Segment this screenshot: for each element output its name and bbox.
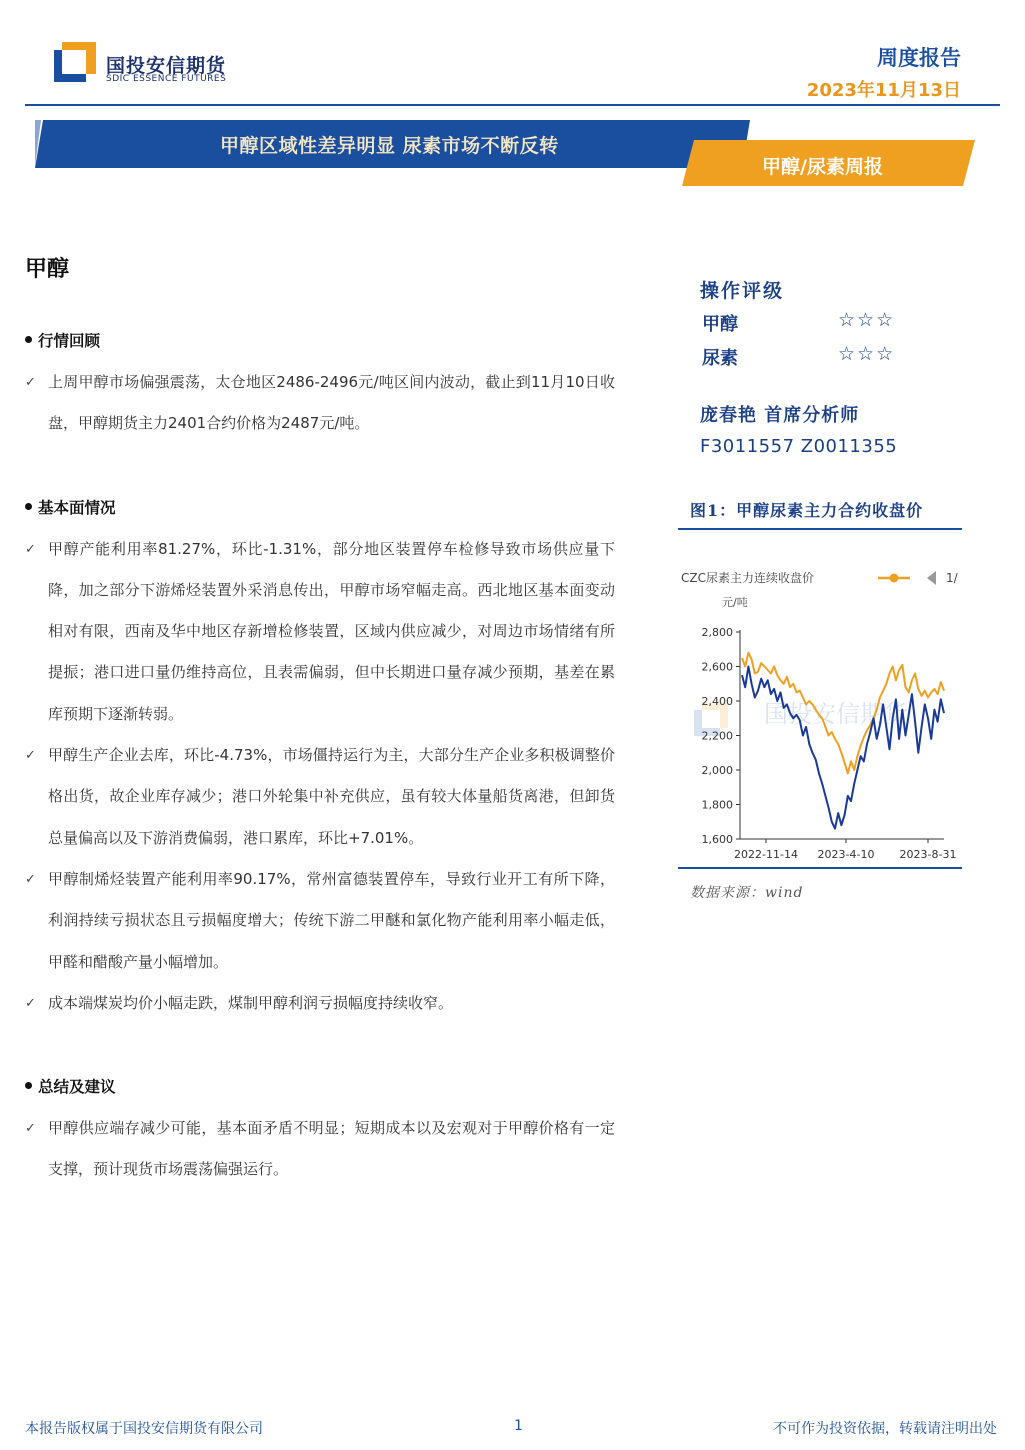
section-title: 甲醇 <box>25 257 70 282</box>
report-type: 周度报告 <box>877 46 961 70</box>
check-icon: ✓ <box>25 995 36 1011</box>
check-icon: ✓ <box>25 1121 36 1137</box>
paragraph: ✓ 成本端煤炭均价小幅走跌，煤制甲醇利润亏损幅度持续收窄。 <box>25 983 615 1024</box>
bullet-icon <box>25 336 32 343</box>
y-tick-label: 2,200 <box>701 729 733 743</box>
report-subtitle: 甲醇/尿素周报 <box>762 156 883 178</box>
block-heading: 总结及建议 <box>25 1066 615 1108</box>
paragraph: ✓ 甲醇生产企业去库，环比-4.73%，市场僵持运行为主，大部分生产企业多积极调整价格出货，故企业库存减少；港口外轮集中补充供应，虽有较大体量船货离港，但卸货总量偏高以及下游消费偏弱，港口累库，环比+7.01%。 <box>25 735 615 859</box>
rating-name-methanol: 甲醇 <box>702 314 738 335</box>
rating-stars-urea: ☆☆☆ <box>838 343 896 365</box>
report-title: 甲醇区域性差异明显 尿素市场不断反转 <box>220 135 559 157</box>
figure-bottom-rule <box>678 867 962 869</box>
chart-legend <box>681 570 959 585</box>
series-line <box>742 667 944 829</box>
y-tick-label: 1,800 <box>701 798 733 812</box>
y-tick-label: 2,000 <box>701 764 733 777</box>
report-date: 2023年11月13日 <box>806 80 961 101</box>
check-icon: ✓ <box>25 541 36 557</box>
price-chart <box>678 560 962 865</box>
legend-scroll-icon <box>927 571 936 585</box>
rating-title: 操作评级 <box>700 280 785 302</box>
paragraph: ✓ 甲醇供应端存减少可能，基本面矛盾不明显；短期成本以及宏观对于甲醇价格有一定支撑，预计现货市场震荡偏强运行。 <box>25 1108 615 1191</box>
x-tick-label: 2023-8-31 <box>899 848 957 861</box>
rating-name-urea: 尿素 <box>702 348 738 369</box>
y-tick-label: 1,600 <box>701 833 733 846</box>
analyst-name: 庞春艳 首席分析师 <box>700 405 860 426</box>
company-logo-icon <box>54 42 96 84</box>
page-number: 1 <box>514 1418 523 1434</box>
block-heading: 基本面情况 <box>25 487 615 529</box>
logo-company-name-en: SDIC ESSENCE FUTURES <box>106 74 227 84</box>
y-tick-label: 2,400 <box>701 695 733 708</box>
bullet-icon <box>25 1082 32 1089</box>
logo-company-name: 国投安信期货 <box>106 55 227 77</box>
header-divider <box>25 104 1000 106</box>
figure-title: 图1：甲醇尿素主力合约收盘价 <box>690 501 924 520</box>
check-icon: ✓ <box>25 748 36 764</box>
data-source: 数据来源：wind <box>690 885 804 901</box>
analyst-license: F3011557 Z0011355 <box>700 436 898 457</box>
paragraph: ✓ 甲醇制烯烃装置产能利用率90.17%，常州富德装置停车，导致行业开工有所下降，利润持续亏损状态且亏损幅度增大；传统下游二甲醚和氯化物产能利用率小幅走低，甲醛和醋酸产量小幅增加。 <box>25 859 615 983</box>
rating-stars-methanol: ☆☆☆ <box>838 309 896 331</box>
block-heading: 行情回顾 <box>25 320 615 362</box>
check-icon: ✓ <box>25 871 36 887</box>
y-tick-label: 2,800 <box>701 626 733 639</box>
figure-top-rule <box>678 528 962 530</box>
x-tick-label: 2023-4-10 <box>817 848 875 861</box>
bullet-icon <box>25 503 32 510</box>
legend-label: 1/ <box>946 571 958 585</box>
paragraph: ✓ 甲醇产能利用率81.27%，环比-1.31%，部分地区装置停车检修导致市场供应量下降，加之部分下游烯烃装置外采消息传出，甲醇市场窄幅走高。西北地区基本面变动相对有限，西南及华中地区存新增检修装置，区域内供应减少，对周边市场情绪有所提振；港口进口量仍维持高位，且表需偏弱，但中长期进口量存减少预期，基差在累库预期下逐渐转弱。 <box>25 529 615 735</box>
chart-series <box>742 653 944 829</box>
y-axis-unit: 元/吨 <box>722 596 748 609</box>
paragraph: ✓ 上周甲醇市场偏强震荡，太仓地区2486-2496元/吨区间内波动，截止到11月10日收盘，甲醇期货主力2401合约价格为2487元/吨。 <box>25 362 615 445</box>
svg-text:国投安信期货: 国投安信期货 <box>764 700 908 728</box>
legend-label: CZC尿素主力连续收盘价 <box>681 571 814 585</box>
footer-disclaimer: 不可作为投资依据，转载请注明出处 <box>773 1421 997 1437</box>
legend-marker <box>890 574 899 583</box>
x-tick-label: 2022-11-14 <box>734 848 798 861</box>
check-icon: ✓ <box>25 375 36 390</box>
main-content <box>25 320 615 1191</box>
footer-copyright: 本报告版权属于国投安信期货有限公司 <box>25 1421 263 1437</box>
y-tick-label: 2,600 <box>701 660 733 674</box>
